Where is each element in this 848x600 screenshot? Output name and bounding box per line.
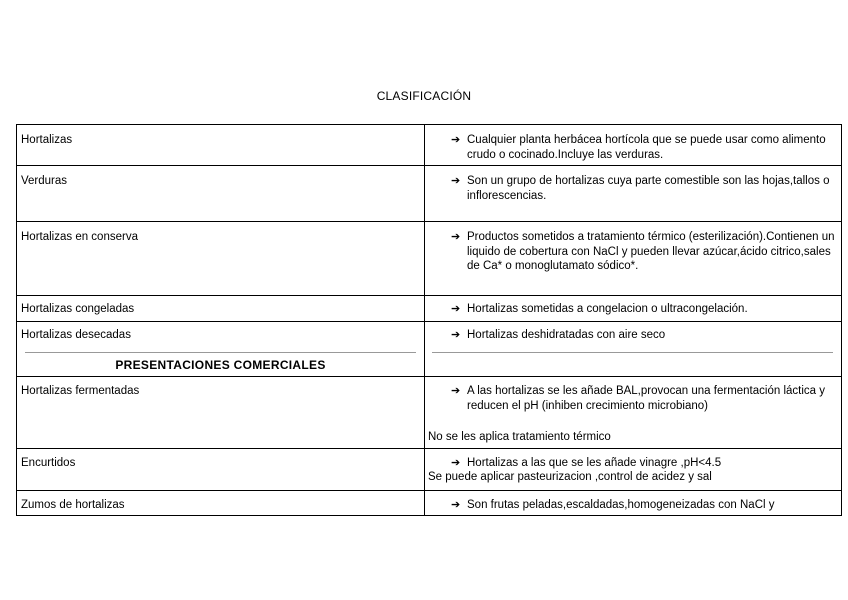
row-description	[451, 456, 839, 471]
page-title: CLASIFICACIÓN	[376, 89, 472, 103]
arrow-icon: ➔	[451, 385, 461, 397]
row-divider	[17, 376, 841, 377]
arrow-icon: ➔	[451, 175, 461, 187]
row-divider	[17, 321, 841, 322]
row-description	[451, 174, 839, 203]
row-divider	[17, 165, 841, 166]
row-term: Encurtidos	[21, 457, 76, 469]
column-divider	[424, 125, 425, 515]
row-term: Hortalizas congeladas	[21, 303, 135, 315]
arrow-icon: ➔	[451, 329, 461, 341]
row-divider	[17, 490, 841, 491]
row-description	[451, 230, 839, 274]
row-description-text: Cualquier planta herbácea hortícola que se puede usar como alimento crudo o cocinado.Incluye las verduras.	[467, 134, 826, 161]
row-note: Se puede aplicar pasteurizacion ,control de acidez y sal	[428, 471, 712, 483]
arrow-icon: ➔	[451, 303, 461, 315]
row-description-text: Hortalizas sometidas a congelacion o ultracongelación.	[467, 303, 748, 315]
row-term: Hortalizas en conserva	[21, 231, 138, 243]
section-separator	[25, 352, 416, 353]
row-description-text: Son frutas peladas,escaldadas,homogeneizadas con NaCl y	[467, 499, 775, 511]
arrow-icon: ➔	[451, 457, 461, 469]
row-description-text: Hortalizas deshidratadas con aire seco	[467, 329, 666, 341]
row-divider	[17, 448, 841, 449]
row-description	[451, 133, 839, 162]
classification-table	[16, 124, 842, 516]
row-term: Hortalizas desecadas	[21, 329, 131, 341]
arrow-icon: ➔	[451, 231, 461, 243]
row-description-text: Son un grupo de hortalizas cuya parte comestible son las hojas,tallos o inflorescencias.	[467, 175, 830, 202]
row-description	[451, 328, 839, 343]
row-description-text: A las hortalizas se les añade BAL,provocan una fermentación láctica y reducen el pH (inhiben crecimiento microbiano)	[467, 385, 825, 412]
row-divider	[17, 221, 841, 222]
row-term: Zumos de hortalizas	[21, 499, 125, 511]
row-description	[451, 498, 839, 513]
row-description	[451, 302, 839, 317]
row-description-text: Productos sometidos a tratamiento térmico (esterilización).Contienen un liquido de cobertura con NaCl y pueden llevar azúcar,ácido citrico,sales de Ca* o monoglutamato sódico*.	[467, 231, 835, 272]
row-note: No se les aplica tratamiento térmico	[428, 431, 611, 443]
row-description	[451, 384, 839, 413]
row-description-text: Hortalizas a las que se les añade vinagre ,pH<4.5	[467, 457, 722, 469]
arrow-icon: ➔	[451, 499, 461, 511]
row-term: Hortalizas fermentadas	[21, 385, 140, 397]
row-term: Verduras	[21, 175, 68, 187]
arrow-icon: ➔	[451, 134, 461, 146]
row-divider	[17, 295, 841, 296]
section-heading: PRESENTACIONES COMERCIALES	[115, 358, 326, 372]
section-separator	[432, 352, 833, 353]
row-term: Hortalizas	[21, 134, 73, 146]
